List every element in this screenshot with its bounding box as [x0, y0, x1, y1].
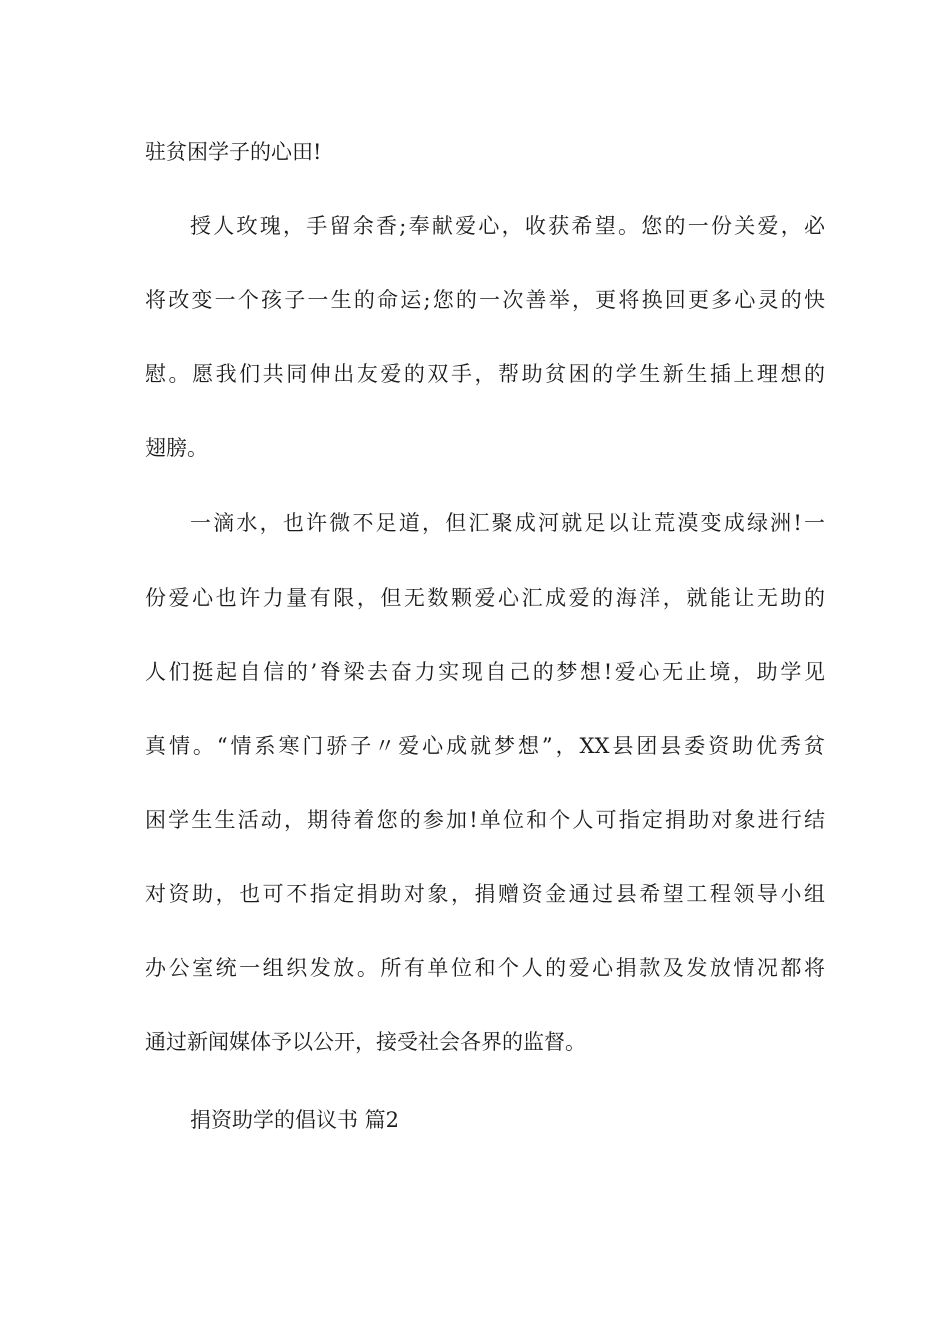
text-line: 将改变一个孩子一生的命运;您的一次善举，更将换回更多心灵的快 — [145, 288, 825, 312]
text-line: 授人玫瑰，手留余香;奉献爱心，收获希望。您的一份关爱，必 — [190, 214, 825, 238]
section-heading: 捐资助学的倡议书 篇2 — [190, 1108, 400, 1132]
text-line: 人们挺起自信的’脊梁去奋力实现自己的梦想!爱心无止境，助学见 — [145, 660, 825, 684]
text-line: 困学生生活动，期待着您的参加!单位和个人可指定捐助对象进行结 — [145, 808, 825, 832]
text-line: 慰。愿我们共同伸出友爱的双手，帮助贫困的学生新生插上理想的 — [145, 362, 825, 386]
text-line: 通过新闻媒体予以公开，接受社会各界的监督。 — [145, 1030, 586, 1054]
text-line: 份爱心也许力量有限，但无数颗爱心汇成爱的海洋，就能让无助的 — [145, 586, 825, 610]
text-line: 对资助，也可不指定捐助对象，捐赠资金通过县希望工程领导小组 — [145, 882, 825, 906]
text-line: 真情。“情系寒门骄子〃爱心成就梦想”，XX县团县委资助优秀贫 — [145, 734, 825, 758]
text-line: 办公室统一组织发放。所有单位和个人的爱心捐款及发放情况都将 — [145, 956, 825, 980]
text-line: 一滴水，也许微不足道，但汇聚成河就足以让荒漠变成绿洲!一 — [190, 511, 825, 535]
text-line: 翅膀。 — [145, 436, 208, 460]
text-line: 驻贫困学子的心田! — [145, 140, 322, 164]
